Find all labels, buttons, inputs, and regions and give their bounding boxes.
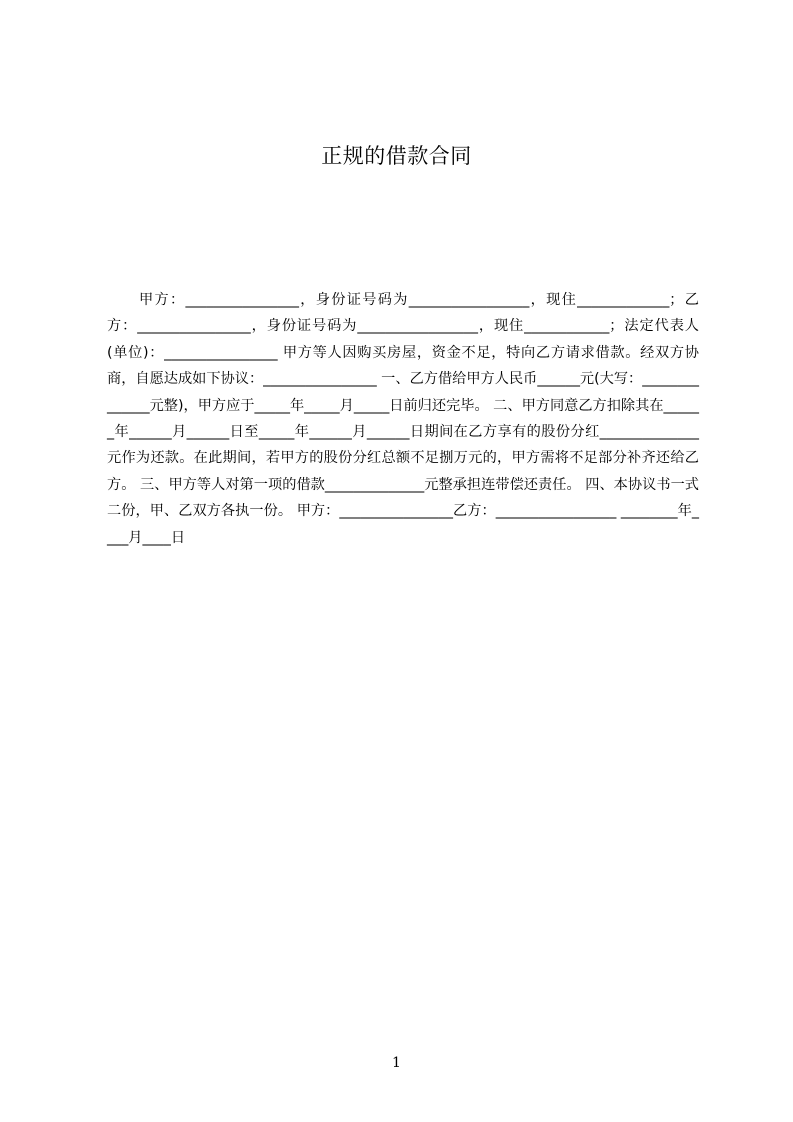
page-number: 1 [392,1055,401,1071]
contract-body-text: 甲方：________________，身份证号码为_________________，现住_____________；乙方：________________，身份证号码为_________________，现住____________；法定代表人(单位)：________________ 甲方等人因购买房屋，资金不足，特向乙方请求借款。经双方协商，自愿达成如下协议：________________ 一、乙方借给甲方人民币______元(大写：______________元整)，甲方应于_____年_____月_____日前归还完毕。 二、甲方同意乙方扣除其在______年______月______日至_____年______月______日期间在乙方享有的股份分红______________元作为还款。在此期间，若甲方的股份分红总额不足捌万元的，甲方需将不足部分补齐还给乙方。 三、甲方等人对第一项的借款______________元整承担连带偿还责任。 四、本协议书一式二份，甲、乙双方各执一份。 甲方：________________乙方：_________________ ________年____月____日 [107,292,699,546]
document-title: 正规的借款合同 [321,144,472,168]
